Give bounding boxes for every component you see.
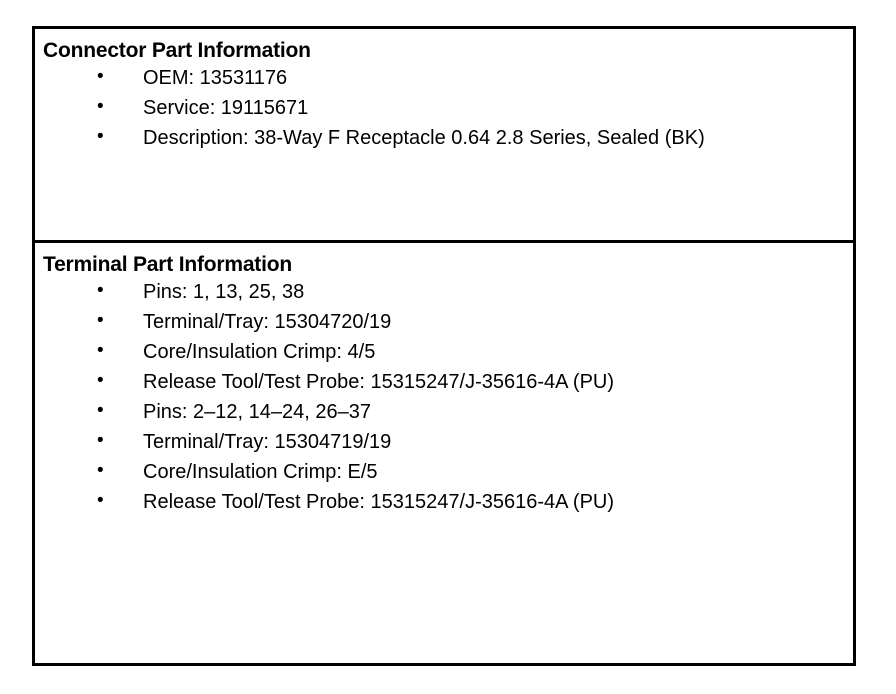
part-information-sheet bbox=[32, 26, 856, 666]
list-item: • Core/Insulation Crimp: E/5 bbox=[35, 457, 853, 487]
list-item: • Release Tool/Test Probe: 15315247/J-35616-4A (PU) bbox=[35, 367, 853, 397]
list-item: • Service: 19115671 bbox=[35, 93, 853, 123]
terminal-detail-list-group-2 bbox=[35, 397, 853, 517]
terminal-section-title: Terminal Part Information bbox=[43, 253, 292, 276]
list-item: • Release Tool/Test Probe: 15315247/J-35616-4A (PU) bbox=[35, 487, 853, 517]
terminal-detail-list-group-1 bbox=[35, 277, 853, 397]
terminal-part-information-panel bbox=[35, 243, 853, 663]
connector-part-information-panel bbox=[35, 29, 853, 243]
connector-detail-list bbox=[35, 63, 853, 153]
list-item: • Pins: 2–12, 14–24, 26–37 bbox=[35, 397, 853, 427]
list-item: • Pins: 1, 13, 25, 38 bbox=[35, 277, 853, 307]
list-item: • Core/Insulation Crimp: 4/5 bbox=[35, 337, 853, 367]
list-item: • Terminal/Tray: 15304720/19 bbox=[35, 307, 853, 337]
connector-section-title: Connector Part Information bbox=[43, 39, 311, 62]
list-item: • Description: 38-Way F Receptacle 0.64 2.8 Series, Sealed (BK) bbox=[35, 123, 853, 153]
list-item: • Terminal/Tray: 15304719/19 bbox=[35, 427, 853, 457]
list-item: • OEM: 13531176 bbox=[35, 63, 853, 93]
